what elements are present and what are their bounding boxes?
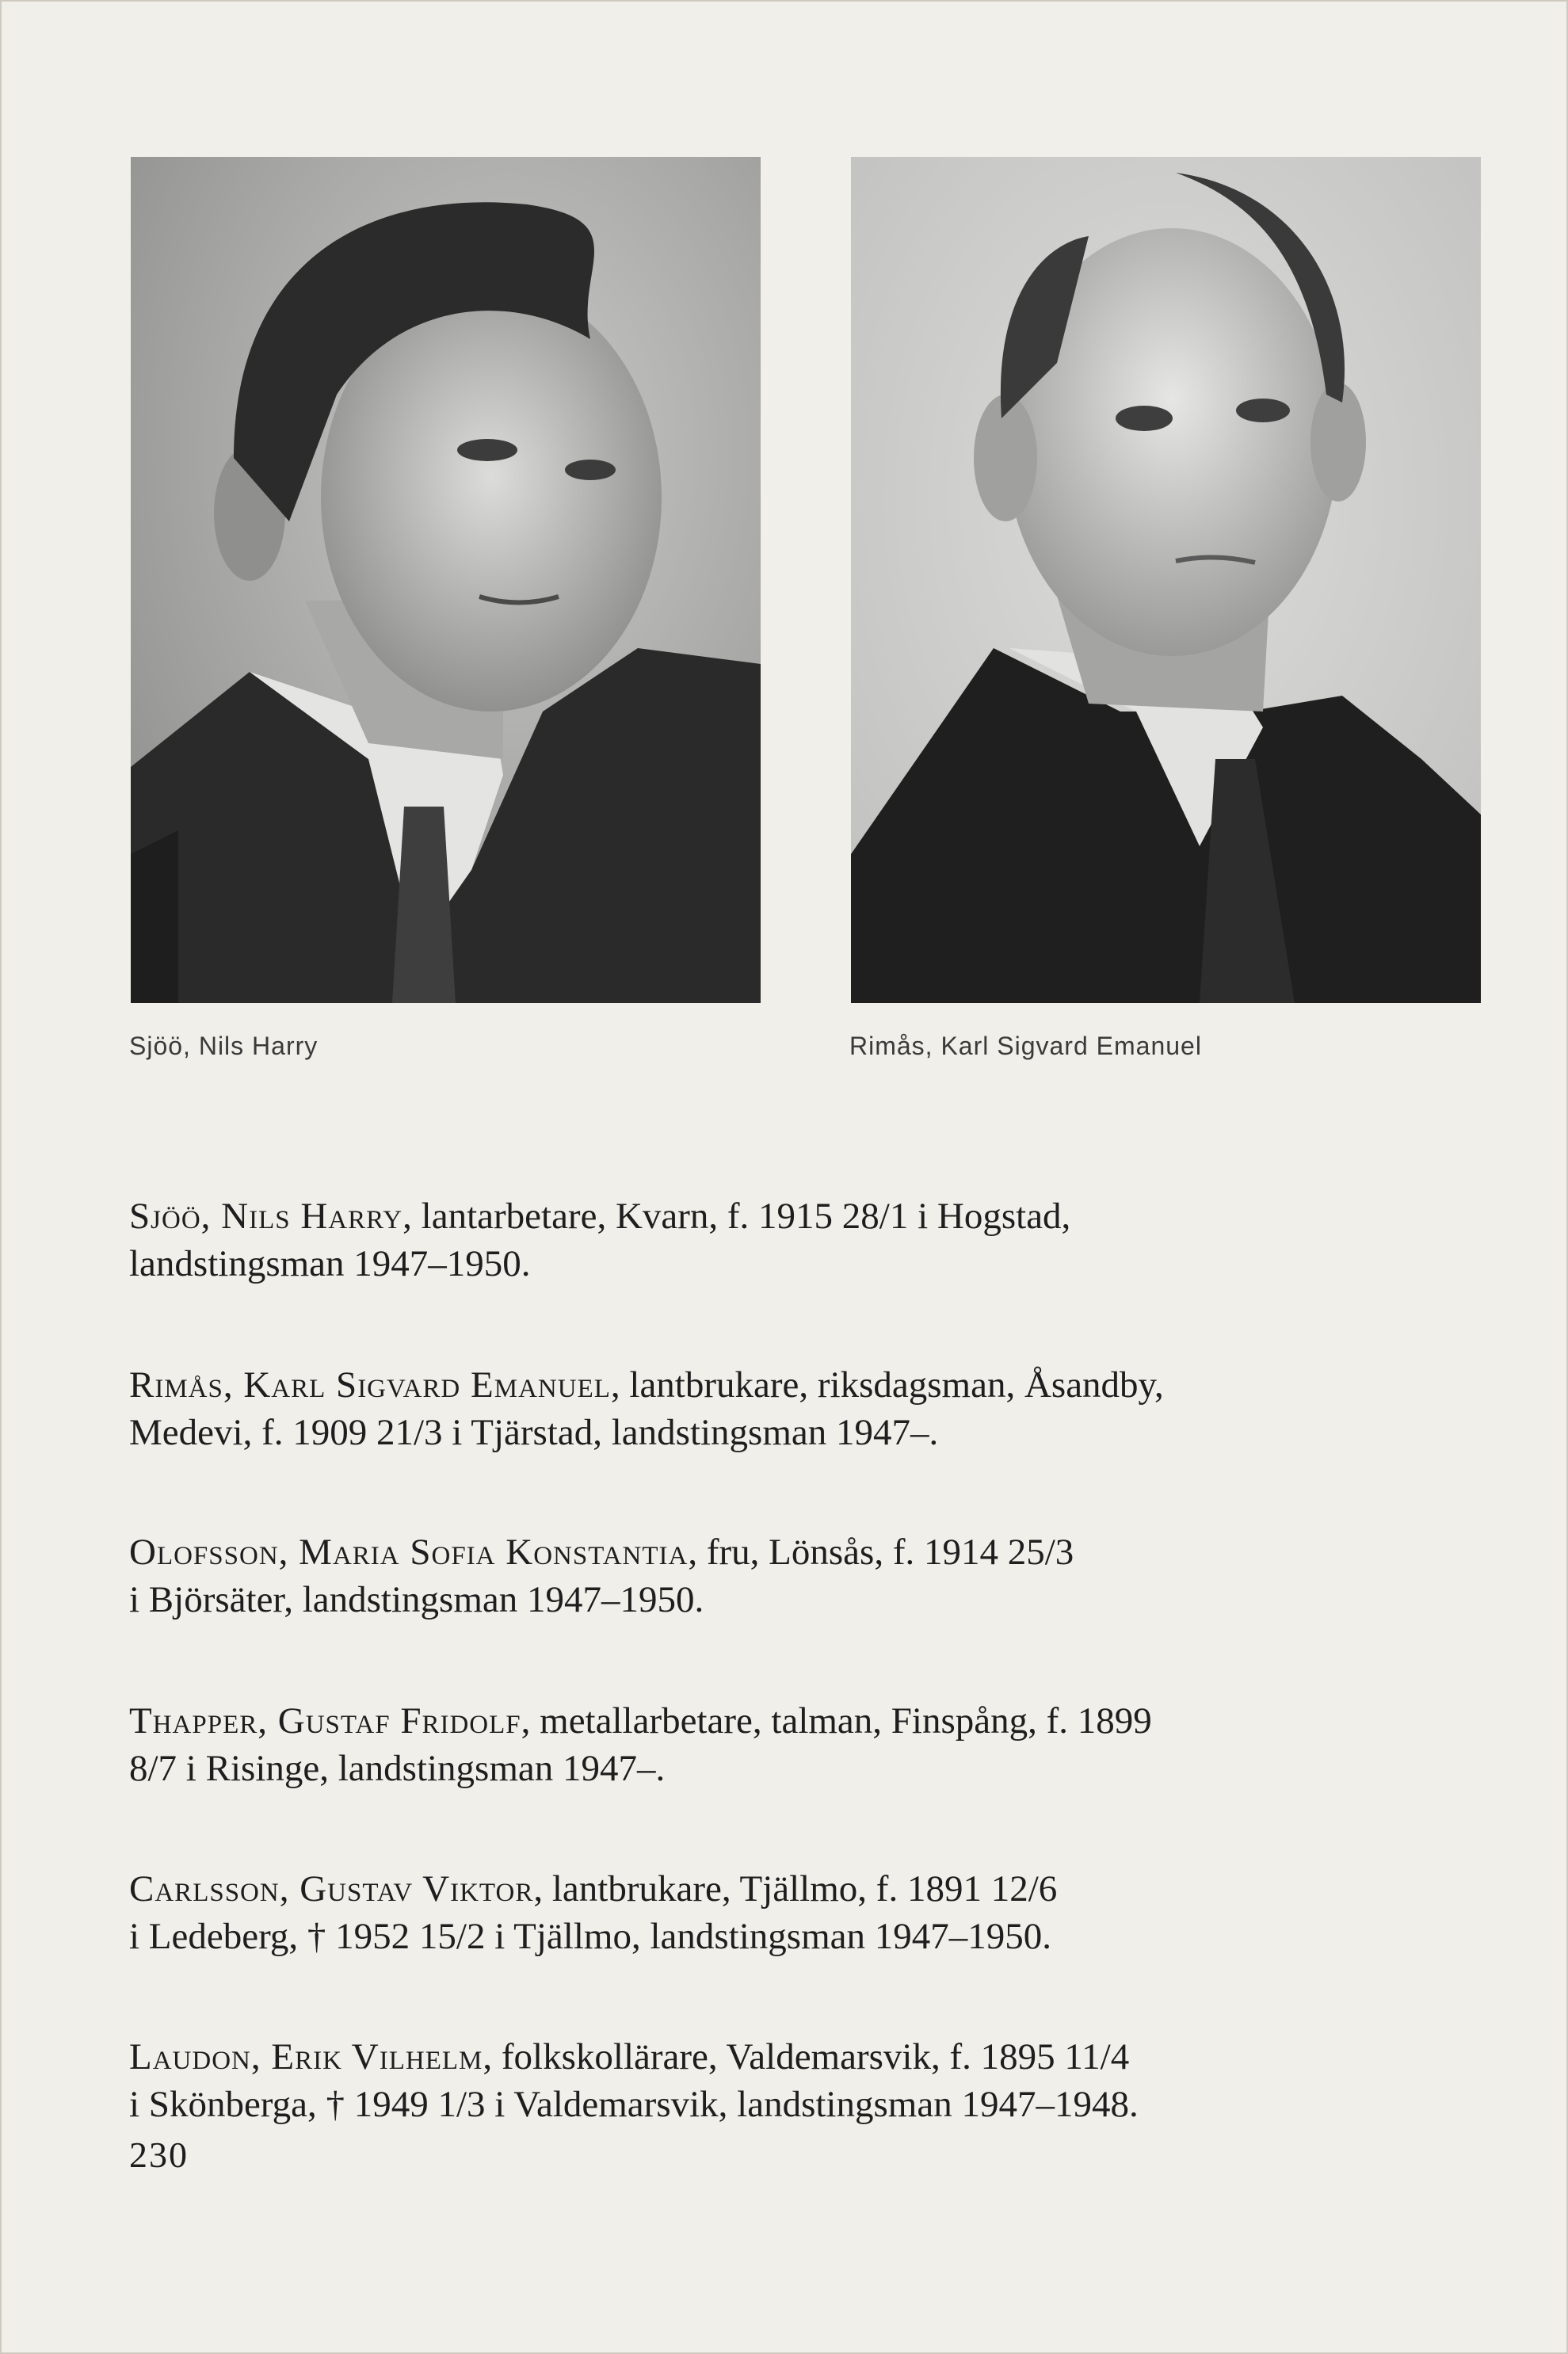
- entry-name: Thapper, Gustaf Fridolf: [129, 1700, 521, 1742]
- entry-name: Sjöö, Nils Harry: [129, 1196, 403, 1237]
- entry-text: , lantbrukare, riksdagsman, Åsandby, Medevi, f. 1909 21/3 i Tjärstad, landstingsman 1947–.: [129, 1364, 1164, 1453]
- portrait-photo-sjoo: [131, 157, 761, 1003]
- entry-text: , metallarbetare, talman, Finspång, f. 1899 8/7 i Risinge, landstingsman 1947–.: [129, 1700, 1152, 1789]
- photo-caption-right: Rimås, Karl Sigvard Emanuel: [849, 1032, 1202, 1060]
- page-number: 230: [129, 2135, 189, 2175]
- entry-text: , fru, Lönsås, f. 1914 25/3 i Björsäter, landstingsman 1947–1950.: [129, 1532, 1074, 1620]
- biography-entry: [129, 1697, 1468, 1792]
- biography-entry: [129, 1865, 1468, 1960]
- entry-name: Rimås, Karl Sigvard Emanuel: [129, 1364, 611, 1406]
- entry-name: Laudon, Erik Vilhelm: [129, 2036, 483, 2077]
- entry-name: Olofsson, Maria Sofia Konstantia: [129, 1532, 689, 1573]
- entry-name: Carlsson, Gustav Viktor: [129, 1868, 534, 1910]
- portrait-image-right: [851, 157, 1481, 1003]
- portrait-photo-rimas: [851, 157, 1481, 1003]
- biography-entry: [129, 1361, 1468, 1456]
- biography-entry: [129, 1192, 1468, 1288]
- photo-caption-left: Sjöö, Nils Harry: [129, 1032, 319, 1060]
- entry-text: , lantarbetare, Kvarn, f. 1915 28/1 i Hogstad, landstingsman 1947–1950.: [129, 1196, 1071, 1284]
- entry-text: , folkskollärare, Valdemarsvik, f. 1895 11/4 i Skönberga, † 1949 1/3 i Valdemarsvik, landstingsman 1947–1948.: [129, 2036, 1139, 2125]
- entry-text: , lantbrukare, Tjällmo, f. 1891 12/6 i Ledeberg, † 1952 15/2 i Tjällmo, landstingsman 1947–1950.: [129, 1868, 1058, 1957]
- biography-entry: [129, 1528, 1468, 1623]
- portrait-image-left: [131, 157, 761, 1003]
- biography-entry: [129, 2033, 1468, 2128]
